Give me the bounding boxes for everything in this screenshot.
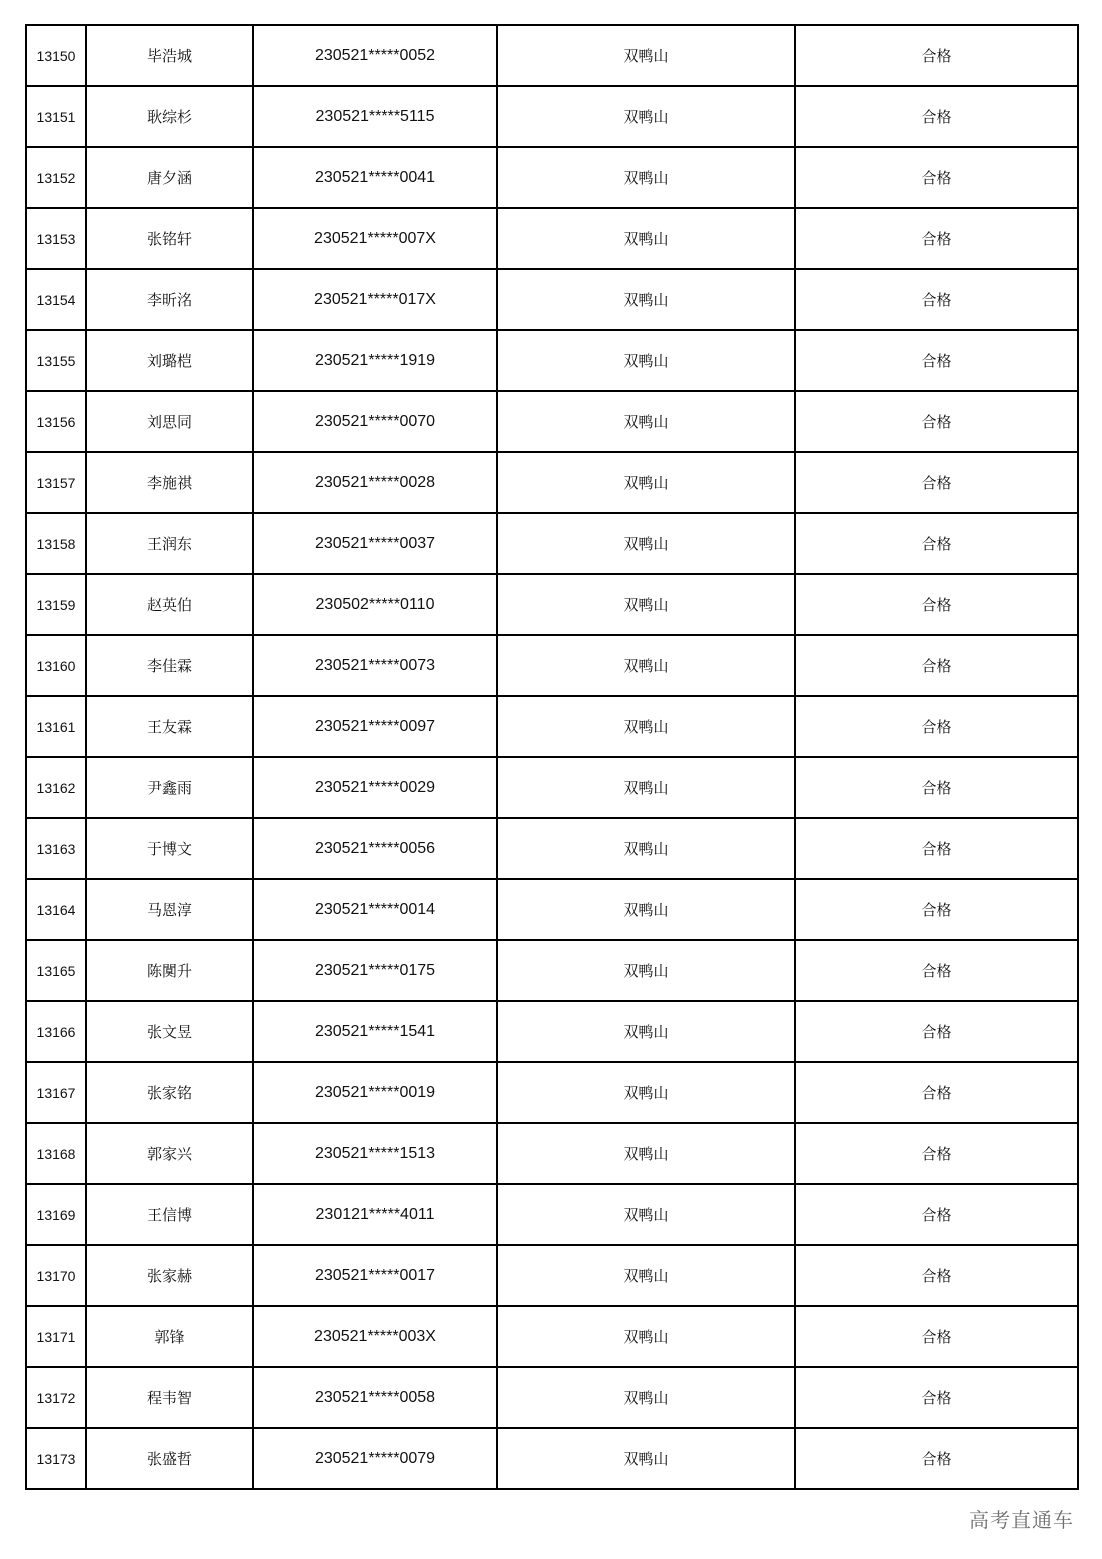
candidate-name-cell: 张铭轩 [86,208,253,269]
table-row [26,208,1078,269]
id-number-cell: 230521*****0019 [253,1062,497,1123]
result-cell: 合格 [795,1062,1078,1123]
id-number-cell: 230521*****0037 [253,513,497,574]
candidate-name-cell: 张家铭 [86,1062,253,1123]
candidate-name-cell: 刘思同 [86,391,253,452]
sequence-number-cell: 13167 [26,1062,86,1123]
sequence-number-cell: 13164 [26,879,86,940]
result-cell: 合格 [795,391,1078,452]
sequence-number-cell: 13152 [26,147,86,208]
id-number-cell: 230521*****0175 [253,940,497,1001]
result-cell: 合格 [795,1001,1078,1062]
candidate-name-cell: 程韦智 [86,1367,253,1428]
table-row [26,25,1078,86]
result-cell: 合格 [795,879,1078,940]
table-row [26,269,1078,330]
city-cell: 双鸭山 [497,940,795,1001]
sequence-number-cell: 13170 [26,1245,86,1306]
city-cell: 双鸭山 [497,1001,795,1062]
id-number-cell: 230521*****0097 [253,696,497,757]
sequence-number-cell: 13150 [26,25,86,86]
candidate-name-cell: 张盛哲 [86,1428,253,1489]
table-row [26,147,1078,208]
candidate-name-cell: 毕浩城 [86,25,253,86]
id-number-cell: 230521*****5115 [253,86,497,147]
candidate-name-cell: 张家赫 [86,1245,253,1306]
result-cell: 合格 [795,147,1078,208]
id-number-cell: 230521*****0079 [253,1428,497,1489]
id-number-cell: 230521*****0041 [253,147,497,208]
candidate-name-cell: 李佳霖 [86,635,253,696]
table-row [26,818,1078,879]
table-row [26,86,1078,147]
sequence-number-cell: 13166 [26,1001,86,1062]
id-number-cell: 230521*****0070 [253,391,497,452]
sequence-number-cell: 13173 [26,1428,86,1489]
result-cell: 合格 [795,269,1078,330]
result-cell: 合格 [795,574,1078,635]
id-number-cell: 230521*****017X [253,269,497,330]
city-cell: 双鸭山 [497,818,795,879]
result-cell: 合格 [795,208,1078,269]
sequence-number-cell: 13153 [26,208,86,269]
table-row [26,574,1078,635]
table-row [26,1184,1078,1245]
city-cell: 双鸭山 [497,147,795,208]
table-row [26,1245,1078,1306]
result-cell: 合格 [795,635,1078,696]
table-row [26,391,1078,452]
city-cell: 双鸭山 [497,1062,795,1123]
candidate-name-cell: 郭锋 [86,1306,253,1367]
result-cell: 合格 [795,1367,1078,1428]
city-cell: 双鸭山 [497,1428,795,1489]
table-row [26,1001,1078,1062]
result-cell: 合格 [795,757,1078,818]
id-number-cell: 230521*****1919 [253,330,497,391]
table-row [26,330,1078,391]
sequence-number-cell: 13160 [26,635,86,696]
candidate-name-cell: 王信博 [86,1184,253,1245]
city-cell: 双鸭山 [497,1184,795,1245]
result-cell: 合格 [795,1306,1078,1367]
table-row [26,1306,1078,1367]
candidate-name-cell: 张文昱 [86,1001,253,1062]
table-row [26,635,1078,696]
city-cell: 双鸭山 [497,452,795,513]
candidate-name-cell: 唐夕涵 [86,147,253,208]
result-cell: 合格 [795,25,1078,86]
document-page [25,24,1077,1534]
table-row [26,1428,1078,1489]
city-cell: 双鸭山 [497,1123,795,1184]
id-number-cell: 230521*****0014 [253,879,497,940]
city-cell: 双鸭山 [497,25,795,86]
candidate-name-cell: 李昕洺 [86,269,253,330]
result-cell: 合格 [795,696,1078,757]
candidate-name-cell: 于博文 [86,818,253,879]
table-row [26,1062,1078,1123]
sequence-number-cell: 13162 [26,757,86,818]
city-cell: 双鸭山 [497,330,795,391]
city-cell: 双鸭山 [497,391,795,452]
id-number-cell: 230521*****007X [253,208,497,269]
city-cell: 双鸭山 [497,1245,795,1306]
sequence-number-cell: 13157 [26,452,86,513]
candidate-name-cell: 郭家兴 [86,1123,253,1184]
id-number-cell: 230521*****1513 [253,1123,497,1184]
id-number-cell: 230521*****0017 [253,1245,497,1306]
result-cell: 合格 [795,1184,1078,1245]
sequence-number-cell: 13158 [26,513,86,574]
result-cell: 合格 [795,513,1078,574]
table-row [26,940,1078,1001]
candidate-name-cell: 赵英伯 [86,574,253,635]
id-number-cell: 230521*****0052 [253,25,497,86]
result-cell: 合格 [795,1245,1078,1306]
id-number-cell: 230521*****003X [253,1306,497,1367]
watermark-text: 高考直通车 [967,1504,1076,1533]
table-row [26,513,1078,574]
sequence-number-cell: 13169 [26,1184,86,1245]
candidate-name-cell: 刘璐桤 [86,330,253,391]
table-row [26,757,1078,818]
result-cell: 合格 [795,330,1078,391]
id-number-cell: 230521*****0058 [253,1367,497,1428]
result-cell: 合格 [795,818,1078,879]
id-number-cell: 230521*****1541 [253,1001,497,1062]
candidate-name-cell: 李施祺 [86,452,253,513]
candidate-name-cell: 陈闃升 [86,940,253,1001]
result-cell: 合格 [795,86,1078,147]
id-number-cell: 230521*****0028 [253,452,497,513]
roster-table-body [26,25,1078,1489]
sequence-number-cell: 13172 [26,1367,86,1428]
city-cell: 双鸭山 [497,574,795,635]
table-row [26,696,1078,757]
result-cell: 合格 [795,1428,1078,1489]
id-number-cell: 230121*****4011 [253,1184,497,1245]
city-cell: 双鸭山 [497,1306,795,1367]
city-cell: 双鸭山 [497,1367,795,1428]
sequence-number-cell: 13171 [26,1306,86,1367]
table-row [26,1123,1078,1184]
table-row [26,452,1078,513]
sequence-number-cell: 13159 [26,574,86,635]
sequence-number-cell: 13155 [26,330,86,391]
candidate-name-cell: 王友霖 [86,696,253,757]
table-row [26,1367,1078,1428]
candidate-name-cell: 马恩淳 [86,879,253,940]
city-cell: 双鸭山 [497,635,795,696]
sequence-number-cell: 13161 [26,696,86,757]
candidate-name-cell: 耿综杉 [86,86,253,147]
candidate-name-cell: 尹鑫雨 [86,757,253,818]
id-number-cell: 230521*****0073 [253,635,497,696]
candidate-name-cell: 王润东 [86,513,253,574]
city-cell: 双鸭山 [497,86,795,147]
city-cell: 双鸭山 [497,513,795,574]
sequence-number-cell: 13154 [26,269,86,330]
result-cell: 合格 [795,1123,1078,1184]
city-cell: 双鸭山 [497,879,795,940]
sequence-number-cell: 13156 [26,391,86,452]
city-cell: 双鸭山 [497,208,795,269]
sequence-number-cell: 13163 [26,818,86,879]
sequence-number-cell: 13165 [26,940,86,1001]
city-cell: 双鸭山 [497,269,795,330]
sequence-number-cell: 13168 [26,1123,86,1184]
city-cell: 双鸭山 [497,757,795,818]
id-number-cell: 230521*****0029 [253,757,497,818]
roster-table [25,24,1079,1490]
sequence-number-cell: 13151 [26,86,86,147]
table-row [26,879,1078,940]
id-number-cell: 230502*****0110 [253,574,497,635]
city-cell: 双鸭山 [497,696,795,757]
id-number-cell: 230521*****0056 [253,818,497,879]
result-cell: 合格 [795,452,1078,513]
result-cell: 合格 [795,940,1078,1001]
